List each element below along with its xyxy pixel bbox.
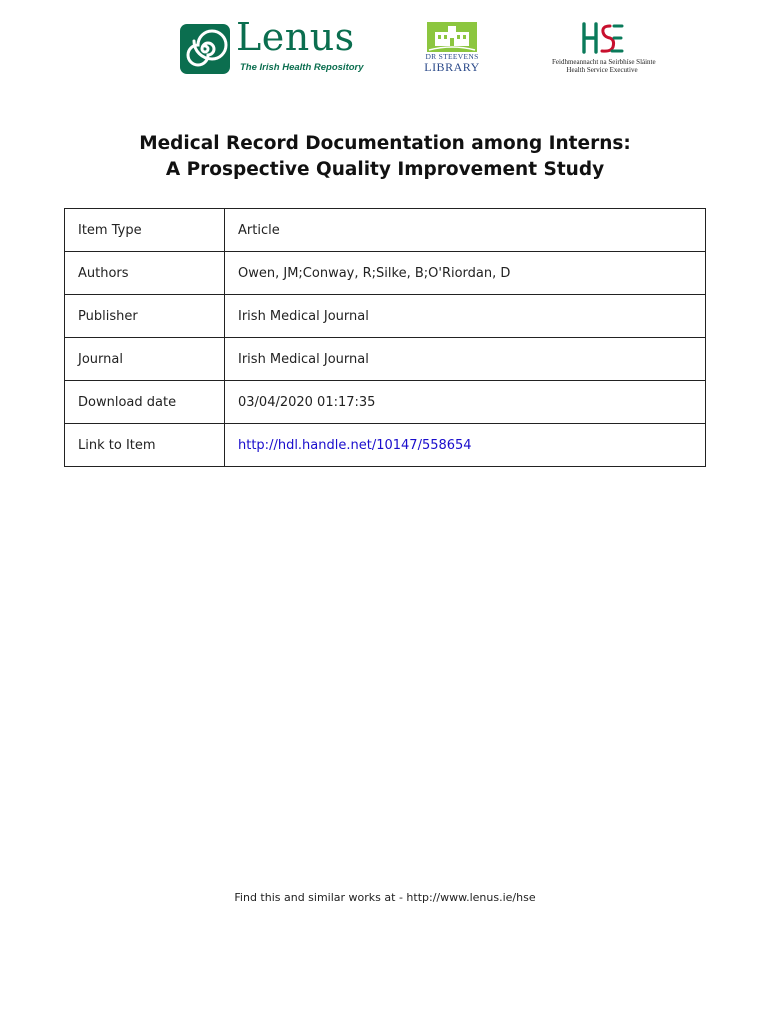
document-title bbox=[0, 131, 770, 183]
metadata-row-item-type bbox=[65, 209, 706, 252]
hse-logo bbox=[552, 22, 656, 82]
dr-steevens-library-logo bbox=[424, 22, 480, 80]
metadata-value: 03/04/2020 01:17:35 bbox=[225, 381, 706, 424]
metadata-row-publisher bbox=[65, 295, 706, 338]
hse-irish-name: Feidhmeannacht na Seirbhíse Sláinte bbox=[552, 58, 656, 66]
metadata-value: Irish Medical Journal bbox=[225, 338, 706, 381]
lenus-tagline: The Irish Health Repository bbox=[240, 62, 364, 73]
footer-text: Find this and similar works at - http://www.lenus.ie/hse bbox=[234, 891, 536, 904]
lenus-spiral-icon bbox=[180, 24, 230, 74]
metadata-label: Publisher bbox=[65, 295, 225, 338]
metadata-value: Irish Medical Journal bbox=[225, 295, 706, 338]
metadata-row-journal bbox=[65, 338, 706, 381]
metadata-label: Download date bbox=[65, 381, 225, 424]
library-name-line1: DR STEEVENS bbox=[425, 52, 479, 61]
metadata-label: Authors bbox=[65, 252, 225, 295]
logo-strip bbox=[0, 15, 770, 88]
lenus-logo bbox=[180, 15, 365, 76]
metadata-row-link-to-item bbox=[65, 424, 706, 467]
library-name-line2: LIBRARY bbox=[424, 60, 480, 74]
metadata-value-cell bbox=[225, 424, 706, 467]
metadata-row-authors bbox=[65, 252, 706, 295]
metadata-table bbox=[64, 208, 706, 467]
metadata-value: Owen, JM;Conway, R;Silke, B;O'Riordan, D bbox=[225, 252, 706, 295]
library-building-icon bbox=[427, 22, 477, 52]
title-line-1: Medical Record Documentation among Interns: bbox=[139, 133, 631, 154]
hse-english-name: Health Service Executive bbox=[566, 66, 638, 74]
item-handle-link[interactable]: http://hdl.handle.net/10147/558654 bbox=[238, 437, 472, 453]
metadata-label: Journal bbox=[65, 338, 225, 381]
metadata-label: Item Type bbox=[65, 209, 225, 252]
metadata-row-download-date bbox=[65, 381, 706, 424]
metadata-value: Article bbox=[225, 209, 706, 252]
metadata-label: Link to Item bbox=[65, 424, 225, 467]
title-line-2: A Prospective Quality Improvement Study bbox=[165, 159, 605, 180]
hse-mark-icon bbox=[580, 22, 624, 56]
lenus-wordmark: Lenus bbox=[236, 15, 355, 59]
